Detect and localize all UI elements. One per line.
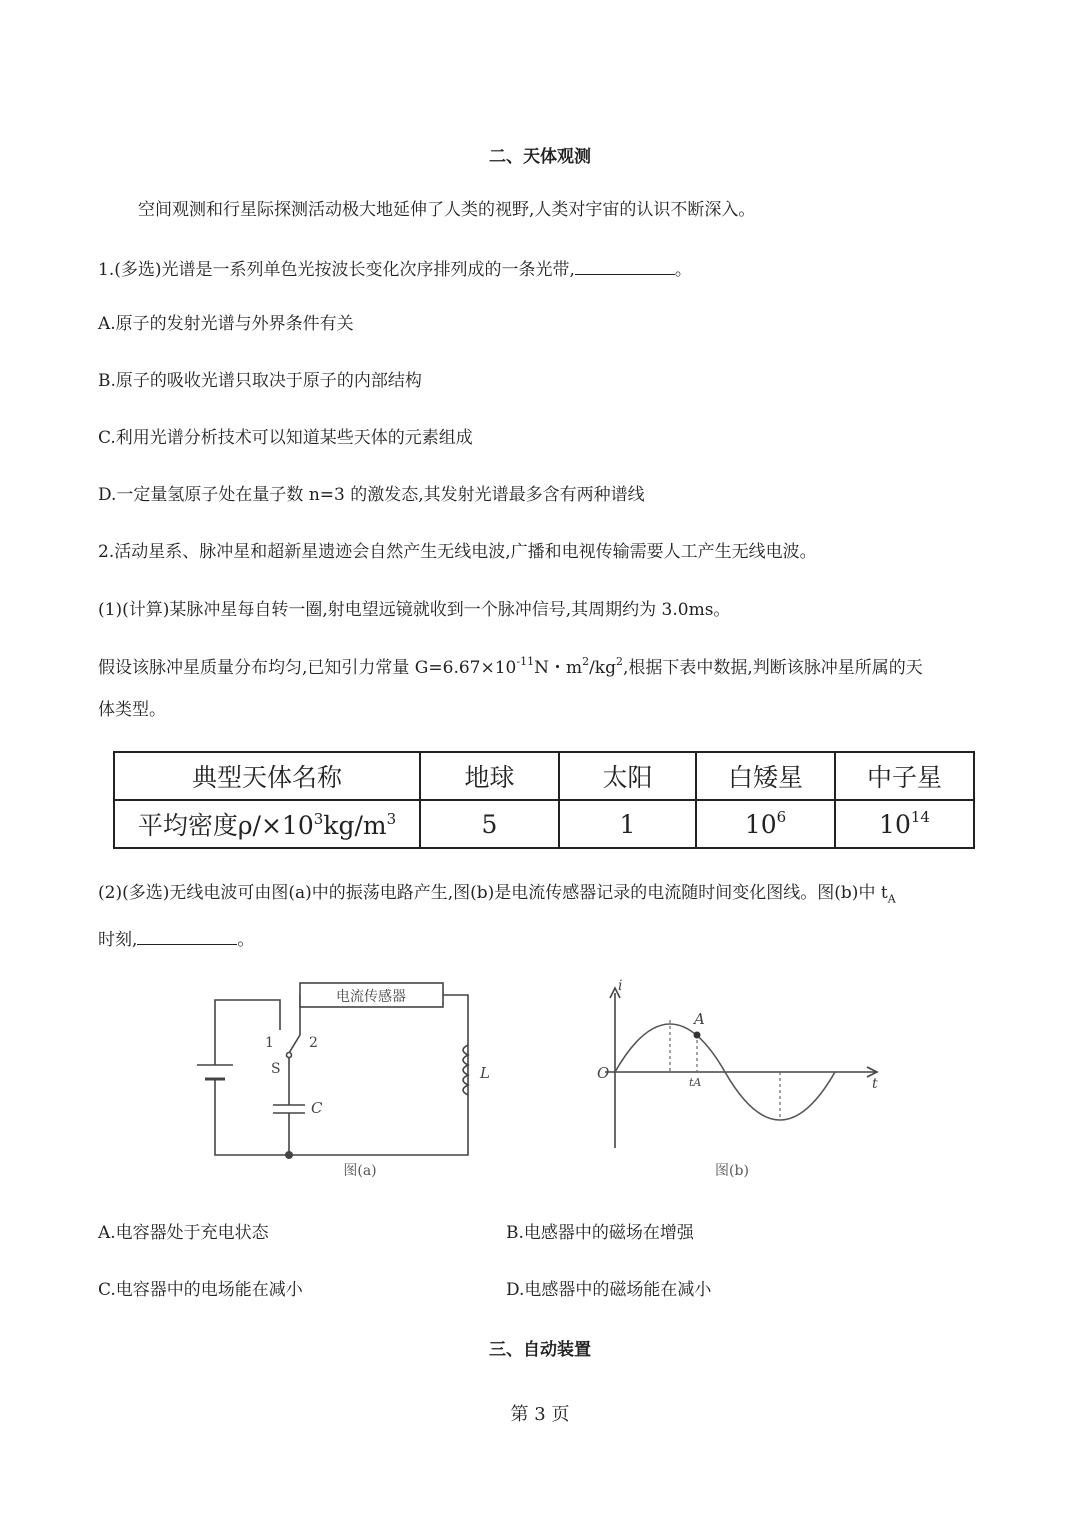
q2-sub1-line1: (1)(计算)某脉冲星每自转一圈,射电望远镜就收到一个脉冲信号,其周期约为 3.0ms。	[98, 600, 731, 620]
q1-option-b: B.原子的吸收光谱只取决于原子的内部结构	[98, 371, 422, 391]
figure-a-caption: 图(a)	[343, 1163, 377, 1179]
q1-option-a: A.原子的发射光谱与外界条件有关	[98, 314, 354, 334]
table-header-cell: 中子星	[835, 752, 974, 800]
table-cell	[696, 800, 835, 848]
density-table	[113, 751, 975, 849]
q2-sub1-text-b: N・m	[534, 658, 583, 678]
question-1-end: 。	[674, 260, 692, 280]
current-time-graph	[590, 978, 890, 1190]
x-axis-label: t	[872, 1076, 878, 1092]
q2-sub2-text: (2)(多选)无线电波可由图(a)中的振荡电路产生,图(b)是电流传感器记录的电流随时间变化图线。图(b)中 t	[98, 883, 888, 903]
q2-option-c: C.电容器中的电场能在减小	[98, 1280, 303, 1300]
inductor-label: L	[480, 1064, 490, 1082]
q2-sub1-text-d: ,根据下表中数据,判断该脉冲星所属的天	[623, 658, 923, 678]
circuit-diagram	[185, 975, 495, 1190]
table-row-label	[114, 800, 420, 848]
section-title: 三、自动装置	[489, 1340, 591, 1360]
q2-sub2-end: 。	[237, 930, 255, 950]
capacitor-label: C	[311, 1099, 323, 1117]
density-label-b: kg/m	[323, 811, 387, 840]
q2-sub1-text-c: /kg	[589, 658, 616, 678]
origin-label: O	[597, 1064, 610, 1082]
q2-sub1-line3: 体类型。	[98, 700, 166, 720]
density-label-a: 平均密度ρ/×10	[137, 811, 314, 840]
q1-option-d: D.一定量氢原子处在量子数 n=3 的激发态,其发射光谱最多含有两种谱线	[98, 485, 645, 505]
ta-tick-label: tA	[689, 1076, 702, 1089]
table-cell	[835, 800, 974, 848]
table-row	[114, 752, 974, 800]
exponent: -11	[516, 655, 535, 669]
exponent: 3	[313, 809, 324, 828]
q2-sub1-line2	[98, 656, 923, 680]
q2-option-b: B.电感器中的磁场在增强	[506, 1223, 694, 1243]
y-axis-label: i	[618, 978, 623, 994]
exponent: 3	[386, 809, 397, 828]
intro-paragraph: 空间观测和行星际探测活动极大地延伸了人类的视野,人类对宇宙的认识不断深入。	[138, 200, 756, 220]
question-2-stem: 2.活动星系、脉冲星和超新星遗迹会自然产生无线电波,广播和电视传输需要人工产生无线电波。	[98, 542, 817, 562]
answer-blank	[575, 256, 675, 275]
table-cell: 5	[420, 800, 559, 848]
q2-option-d: D.电感器中的磁场能在减小	[506, 1280, 712, 1300]
q2-sub2-line1	[98, 881, 896, 905]
table-cell: 1	[559, 800, 696, 848]
exponent: 14	[910, 808, 930, 827]
figure-b-caption: 图(b)	[715, 1163, 749, 1179]
point-a	[694, 1032, 701, 1039]
q2-sub2-line2	[98, 926, 254, 952]
switch-position-2: 2	[309, 1035, 318, 1051]
sensor-label: 电流传感器	[336, 989, 406, 1005]
cell-base: 10	[879, 809, 911, 839]
table-row	[114, 800, 974, 848]
junction-dot	[285, 1151, 293, 1159]
switch-position-1: 1	[265, 1035, 274, 1051]
cell-base: 10	[744, 809, 777, 839]
switch-label: S	[271, 1061, 281, 1077]
table-header-cell: 典型天体名称	[114, 752, 420, 800]
q1-option-c: C.利用光谱分析技术可以知道某些天体的元素组成	[98, 428, 473, 448]
section-title: 二、天体观测	[489, 147, 591, 167]
q2-sub2-text-2: 时刻,	[98, 930, 138, 950]
subscript: A	[887, 892, 896, 906]
answer-blank	[137, 926, 237, 945]
question-1-stem	[98, 256, 692, 282]
question-1-text: 1.(多选)光谱是一系列单色光按波长变化次序排列成的一条光带,	[98, 260, 575, 280]
point-a-label: A	[694, 1010, 705, 1028]
exponent: 6	[776, 808, 787, 827]
table-header-cell: 地球	[420, 752, 559, 800]
table-header-cell: 太阳	[559, 752, 696, 800]
exponent: 2	[616, 655, 623, 669]
q2-option-a: A.电容器处于充电状态	[98, 1223, 269, 1243]
page-number: 第 3 页	[510, 1404, 570, 1425]
q2-sub1-text-a: 假设该脉冲星质量分布均匀,已知引力常量 G=6.67×10	[98, 658, 517, 678]
exponent: 2	[582, 655, 590, 669]
table-header-cell: 白矮星	[696, 752, 835, 800]
